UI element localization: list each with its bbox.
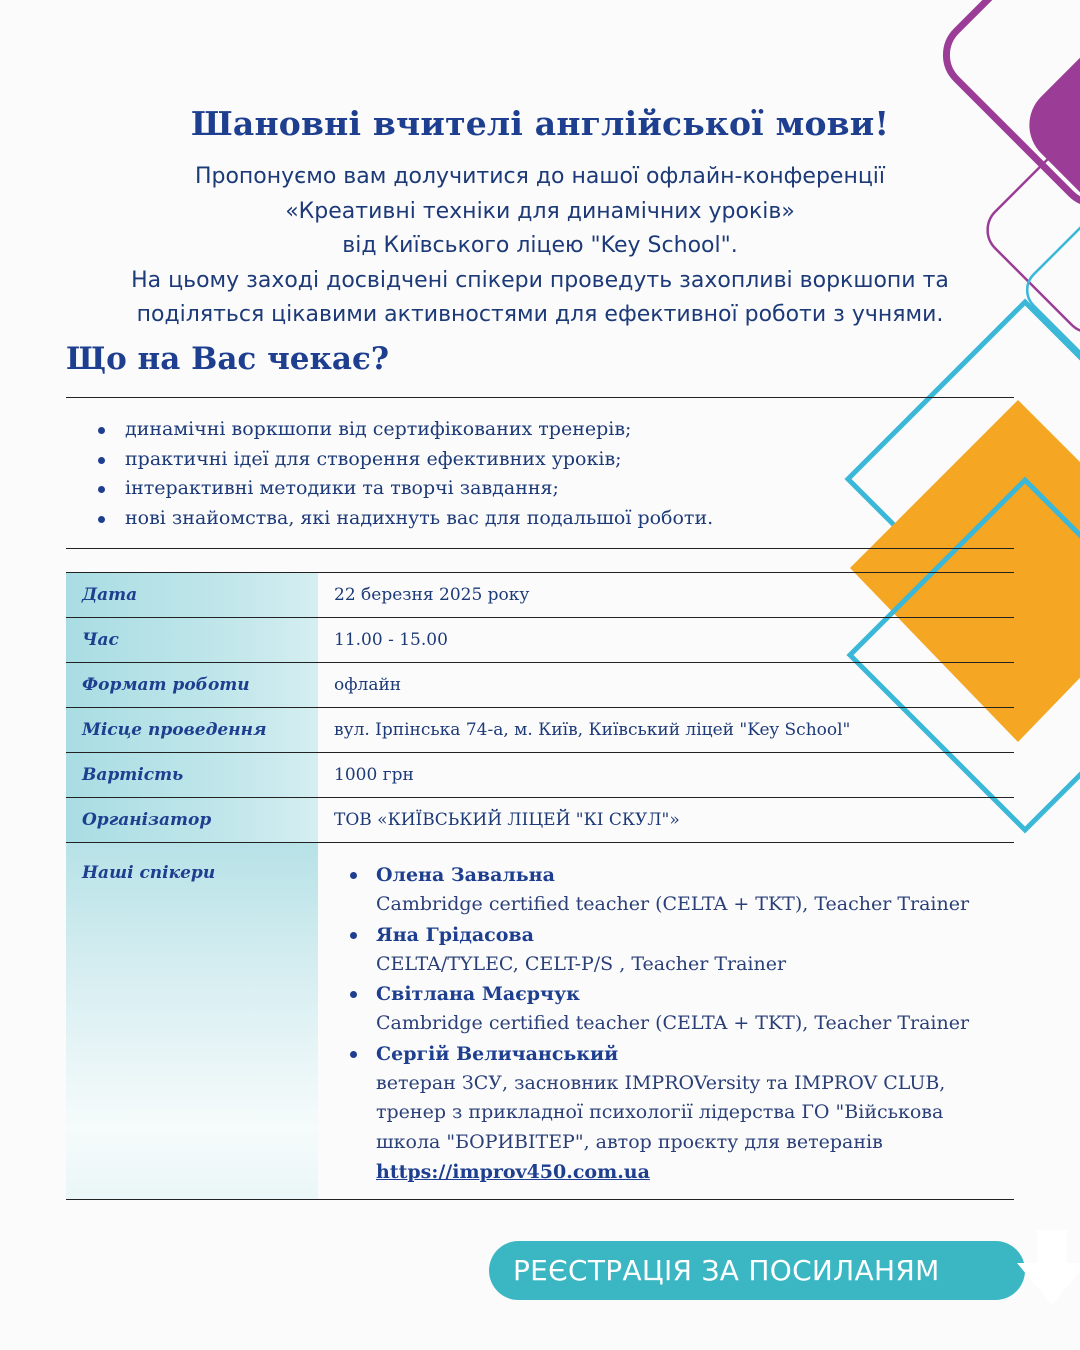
row-label: Дата <box>66 573 318 617</box>
expect-list <box>98 415 713 533</box>
speaker-description: ветеран ЗСУ, засновник IMPROVersity та IMPROV CLUB, <box>376 1071 946 1094</box>
list-item: інтерактивні методики та творчі завдання; <box>98 474 713 504</box>
table-row-speakers <box>66 842 1014 1200</box>
speaker-description: Cambridge certified teacher (CELTA + TKT), Teacher Trainer <box>376 1012 970 1034</box>
intro-line: Пропонуємо вам долучитися до нашої офлайн-конференції <box>194 164 886 189</box>
row-label: Наші спікери <box>66 843 318 1199</box>
table-row <box>66 752 1014 797</box>
table-row <box>66 662 1014 707</box>
table-row <box>66 707 1014 752</box>
table-row <box>66 797 1014 842</box>
row-label: Вартість <box>66 753 318 797</box>
speaker-item <box>350 861 1014 920</box>
row-value: офлайн <box>334 675 402 695</box>
row-value: 11.00 - 15.00 <box>334 630 448 650</box>
divider <box>66 397 1014 398</box>
row-value: 22 березня 2025 року <box>334 585 530 605</box>
row-label: Організатор <box>66 798 318 842</box>
intro-line: поділяться цікавими активностями для ефективної роботи з учнями. <box>136 302 944 327</box>
row-label: Час <box>66 618 318 662</box>
intro-text <box>60 160 1020 333</box>
table-row <box>66 572 1014 617</box>
speaker-item <box>350 921 1014 980</box>
speaker-name: Яна Грідасова <box>376 923 534 946</box>
speaker-link[interactable]: https://improv450.com.ua <box>376 1161 650 1183</box>
row-value: 1000 грн <box>334 765 414 785</box>
speakers-list <box>318 843 1014 1187</box>
row-value: ТОВ «КИЇВСЬКИЙ ЛІЦЕЙ "КІ СКУЛ"» <box>334 810 680 830</box>
speaker-name: Сергій Величанський <box>376 1042 619 1065</box>
list-item: динамічні воркшопи від сертифікованих тренерів; <box>98 415 713 445</box>
intro-line: На цьому заході досвідчені спікери проведуть захопливі воркшопи та <box>131 267 949 293</box>
speaker-description: CELTA/TYLEC, CELT-P/S , Teacher Trainer <box>376 952 787 975</box>
speaker-item <box>350 1040 1014 1188</box>
registration-button[interactable] <box>489 1241 1025 1300</box>
list-item: нові знайомства, які надихнуть вас для подальшої роботи. <box>98 504 713 534</box>
divider <box>66 548 1014 549</box>
list-item: практичні ідеї для створення ефективних уроків; <box>98 445 713 475</box>
intro-line: «Креативні техніки для динамічних уроків» <box>285 198 795 224</box>
table-row <box>66 617 1014 662</box>
intro-line: від Київського ліцею "Key School". <box>342 233 738 258</box>
speaker-name: Світлана Маєрчук <box>376 983 580 1005</box>
section-title-expect: Що на Вас чекає? <box>66 341 390 377</box>
row-label: Формат роботи <box>66 663 318 707</box>
registration-button-label: РЕЄСТРАЦІЯ ЗА ПОСИЛАНЯМ <box>513 1254 940 1287</box>
row-label: Місце проведення <box>66 708 318 752</box>
speaker-description: Cambridge certified teacher (CELTA + TKT), Teacher Trainer <box>376 893 970 915</box>
cyan-frame-small <box>1018 198 1080 382</box>
speaker-name: Олена Завальна <box>376 864 555 886</box>
page-title: Шановні вчителі англійської мови! <box>190 104 890 143</box>
row-value: вул. Ірпінська 74-а, м. Київ, Київський ліцей "Key School" <box>334 720 851 740</box>
details-table <box>66 572 1014 1200</box>
speaker-item <box>350 980 1014 1039</box>
speakers-cell <box>318 843 1014 1199</box>
speaker-description: тренер з прикладної психології лідерства ГО "Військова <box>376 1101 944 1123</box>
speaker-description: школа "БОРИВІТЕР", автор проєкту для ветеранів <box>376 1130 883 1153</box>
arrow-down-icon[interactable] <box>1007 1225 1080 1315</box>
